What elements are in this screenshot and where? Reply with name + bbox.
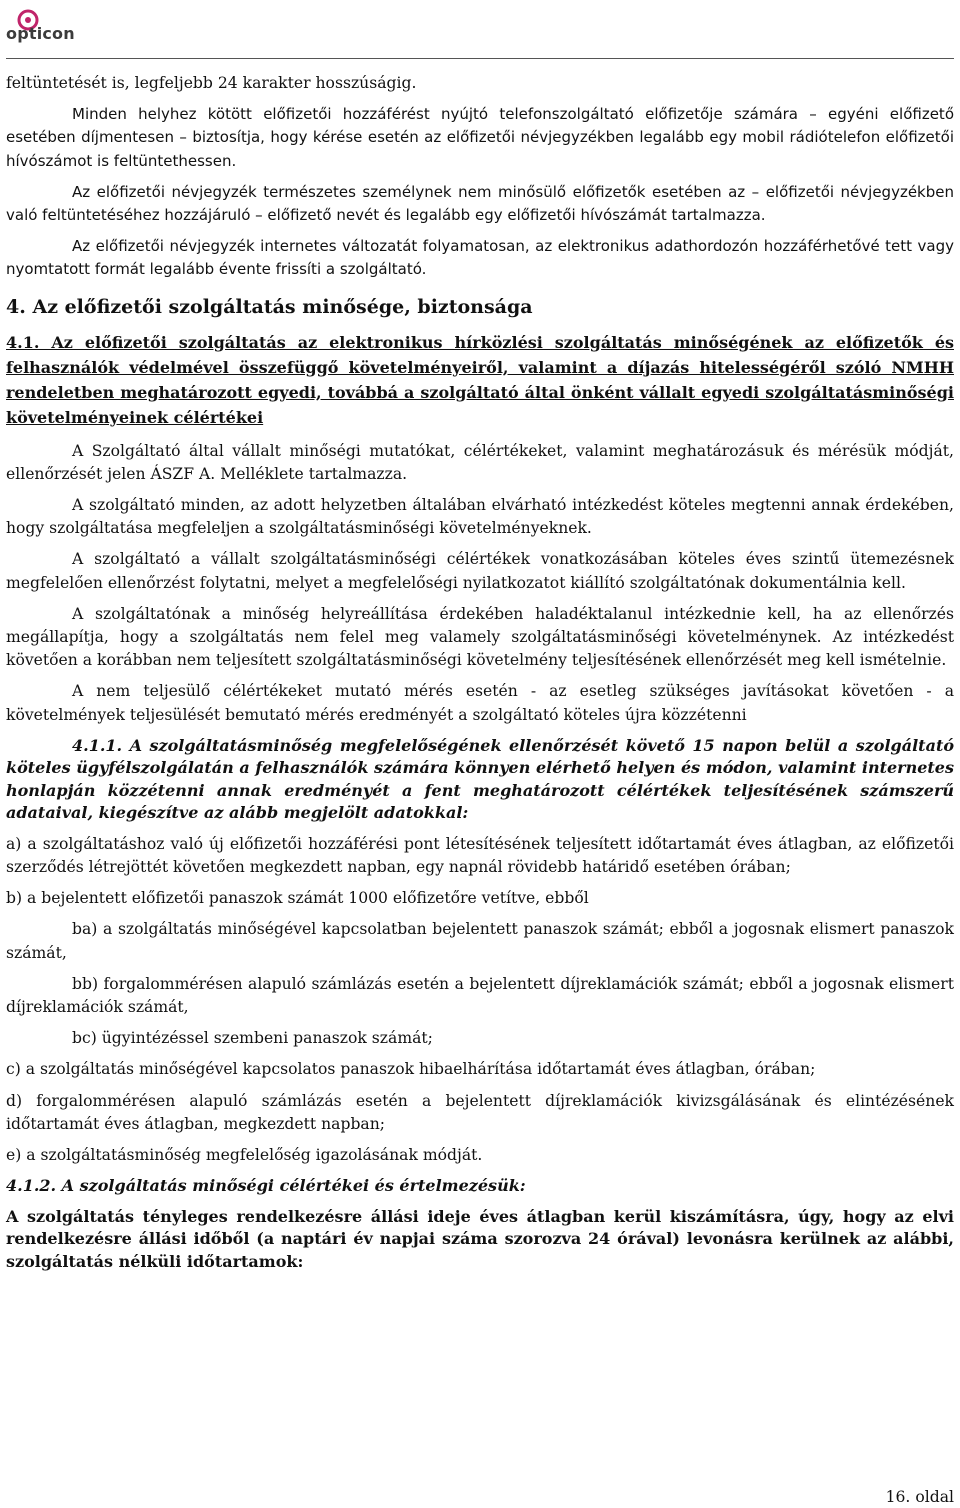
paragraph: A szolgáltatónak a minőség helyreállítása érdekében haladéktalanul intézkednie kell, ha az ellenőrzés megállapítja, hogy a szolgáltatás nem felel meg valamely szolgáltatásminőségi követelménynek. Az intézkedést követően a korábban nem teljesített szolgáltatásminőségi követelmény teljesítésének ellenőrzését meg kell ismételnie. (6, 604, 954, 670)
subsection-heading: 4.1.1. A szolgáltatásminőség megfelelőségének ellenőrzését követő 15 napon belül a szolgáltató köteles ügyfélszolgálatán a felhasználók számára könnyen elérhető helyen és módon, valamint internetes honlapján közzétenni annak eredményét a fent meghatározott célértékek teljesítésének számszerű adataival, kiegészítve az alább megjelölt adatokkal: (6, 735, 954, 823)
list-item: e) a szolgáltatásminőség megfelelőség igazolásának módját. (6, 1146, 483, 1165)
opticon-logo (6, 8, 76, 52)
paragraph: A szolgáltató a vállalt szolgáltatásminőségi célértékek vonatkozásában köteles éves szintű ütemezésnek megfelelően ellenőrzést folytatni, melyet a megfelelőségi nyilatkozatot kiállító szolgáltatónak dokumentálnia kell. (6, 550, 954, 592)
paragraph: A nem teljesülő célértékeket mutató mérés esetén - az esetleg szükséges javításokat követően - a követelmények teljesülését bemutató mérés eredményét a szolgáltató köteles újra közzétenni (6, 682, 954, 724)
paragraph: A szolgáltató minden, az adott helyzetben általában elvárható intézkedést köteles megtenni annak érdekében, hogy szolgáltatása megfeleljen a szolgáltatásminőségi követelményeknek. (6, 496, 954, 538)
paragraph: A Szolgáltató által vállalt minőségi mutatókat, célértékeket, valamint meghatározásuk és mérésük módját, ellenőrzését jelen ÁSZF A. Melléklete tartalmazza. (6, 441, 954, 483)
paragraph: Minden helyhez kötött előfizetői hozzáférést nyújtó telefonszolgáltató előfizetője számára – egyéni előfizető esetében díjmentesen – biztosítja, hogy kérése esetén az előfizetői névjegyzékben legalább egy mobil rádiótelefon előfizetői hívószámot is feltüntethessen. (6, 105, 954, 170)
brand-name: opticon (6, 24, 75, 43)
page-number: 16. oldal (885, 1488, 954, 1506)
list-item: b) a bejelentett előfizetői panaszok számát 1000 előfizetőre vetítve, ebből (6, 889, 589, 908)
list-item: bb) forgalommérésen alapuló számlázás esetén a bejelentett díjreklamációk számát; ebből a jogosnak elismert díjreklamációk számát, (6, 974, 954, 1017)
list-item: d) forgalommérésen alapuló számlázás esetén a bejelentett díjreklamációk kivizsgálásának és elintézésének időtartamát éves átlagban, megkezdett napban; (6, 1091, 954, 1133)
paragraph: Az előfizetői névjegyzék internetes változatát folyamatosan, az elektronikus adathordozón hozzáférhetővé tett vagy nyomtatott formát legalább évente frissíti a szolgáltató. (6, 237, 954, 279)
paragraph: feltüntetését is, legfeljebb 24 karakter hosszúságig. (6, 74, 417, 92)
list-item: c) a szolgáltatás minőségével kapcsolatos panaszok hibaelhárítása időtartamát éves átlagban, órában; (6, 1060, 816, 1079)
list-item: ba) a szolgáltatás minőségével kapcsolatban bejelentett panaszok számát; ebből a jogosnak elismert panaszok számát, (6, 920, 954, 962)
document-body (6, 72, 954, 1273)
paragraph: Az előfizetői névjegyzék természetes személynek nem minősülő előfizetők esetében az – előfizetői névjegyzékben való feltüntetéséhez hozzájáruló – előfizető nevét és legalább egy előfizetői hívószámát tartalmazza. (6, 182, 954, 225)
subsection-heading: 4.1. Az előfizetői szolgáltatás az elektronikus hírközlési szolgáltatás minőségének az előfizetők és felhasználók védelmével összefüggő követelményeiről, valamint a díjazás hitelességéről szóló NMHH rendeletben meghatározott egyedi, továbbá a szolgáltató által önként vállalt egyedi szolgáltatásminőségi követelményeinek célértékei (6, 332, 954, 427)
header-divider (6, 58, 954, 59)
paragraph: A szolgáltatás tényleges rendelkezésre állási ideje éves átlagban kerül kiszámításra, úgy, hogy az elvi rendelkezésre állási időből (a naptári év napjai száma szorozva 24 órával) levonásra kerülnek az alábbi, szolgáltatás nélküli időtartamok: (6, 1206, 954, 1271)
subsection-heading: 4.1.2. A szolgáltatás minőségi célértékei és értelmezésük: (6, 1176, 526, 1196)
list-item: a) a szolgáltatáshoz való új előfizetői hozzáférési pont létesítésének teljesített időtartamát éves átlagban, az előfizetői szerződés létrejöttét követően megkezdett napban, egy napnál rövidebb határidő esetében órában; (6, 834, 954, 877)
list-item: bc) ügyintézéssel szembeni panaszok számát; (72, 1029, 433, 1048)
section-heading: 4. Az előfizetői szolgáltatás minősége, biztonsága (6, 295, 533, 318)
